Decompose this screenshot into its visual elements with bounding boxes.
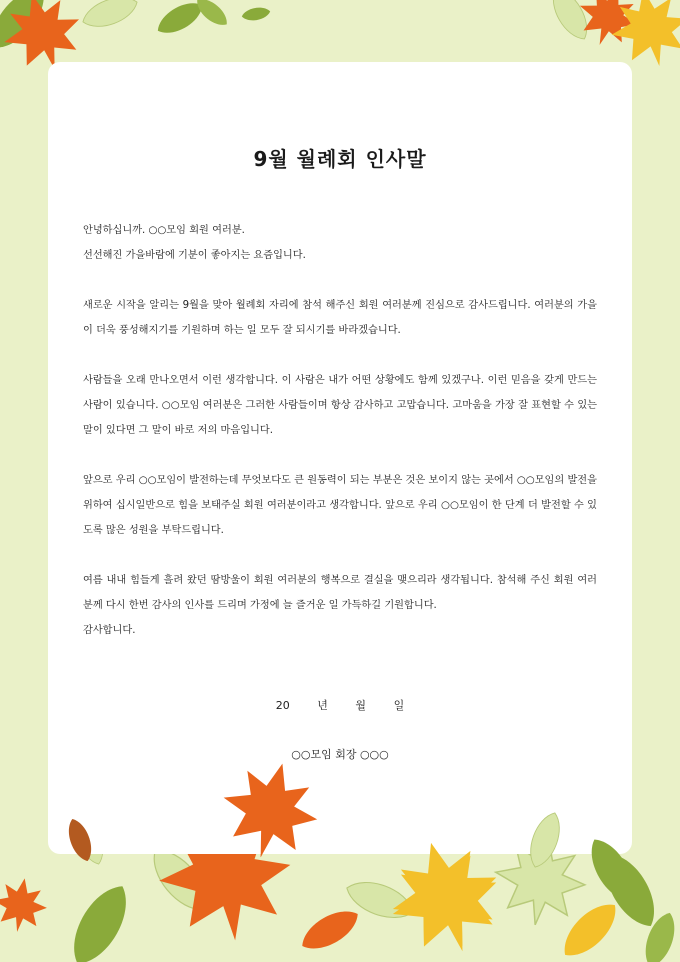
date-line bbox=[0, 697, 680, 713]
paragraph-2: 사람들을 오래 만나오면서 이런 생각합니다. 이 사람은 내가 어떤 상황에도 함께 있겠구나. 이런 믿음을 갖게 만드는 사람이 있습니다. ○○모임 여러분은 그러한 사람들이며 항상 감사하고 고맙습니다. 고마움을 가장 잘 표현할 수 있는 말이 있다면 그 말이 바로 저의 마음입니다. bbox=[83, 375, 597, 436]
closing-line: 감사합니다. bbox=[83, 625, 136, 636]
document-title: 9월 월례회 인사말 bbox=[253, 147, 427, 171]
signer-line: ○○모임 회장 ○○○ bbox=[291, 748, 389, 761]
greeting-line: 안녕하십니까. ○○모임 회원 여러분. bbox=[83, 225, 245, 236]
date-year-unit: 년 bbox=[317, 699, 328, 712]
date-day-unit: 일 bbox=[393, 699, 405, 712]
paragraph-3: 앞으로 우리 ○○모임이 발전하는데 무엇보다도 큰 원동력이 되는 부분은 것은 보이지 않는 곳에서 ○○모임의 발전을 위하여 십시일반으로 힘을 보태주실 회원 여러분이라고 생각합니다. 앞으로 우리 ○○모임이 한 단계 더 발전할 수 있도록 많은 성원을 부탁드립니다. bbox=[83, 475, 597, 536]
paragraph-4: 여름 내내 힘들게 흘려 왔던 땀방울이 회원 여러분의 행복으로 결실을 맺으리라 생각됩니다. 참석해 주신 회원 여러분께 다시 한번 감사의 인사를 드리며 가정에 늘 즐거운 일 가득하길 기원합니다. bbox=[83, 575, 597, 611]
date-year: 20 bbox=[275, 699, 290, 712]
paragraph-1: 새로운 시작을 알리는 9월을 맞아 월례회 자리에 참석 해주신 회원 여러분께 진심으로 감사드립니다. 여러분의 가을이 더욱 풍성해지기를 기원하며 하는 일 모두 잘 되시기를 바라겠습니다. bbox=[83, 300, 597, 336]
date-month-unit: 월 bbox=[355, 699, 367, 712]
greeting-line-2: 선선해진 가을바람에 기분이 좋아지는 요즘입니다. bbox=[83, 250, 306, 261]
letter-body bbox=[83, 218, 597, 643]
